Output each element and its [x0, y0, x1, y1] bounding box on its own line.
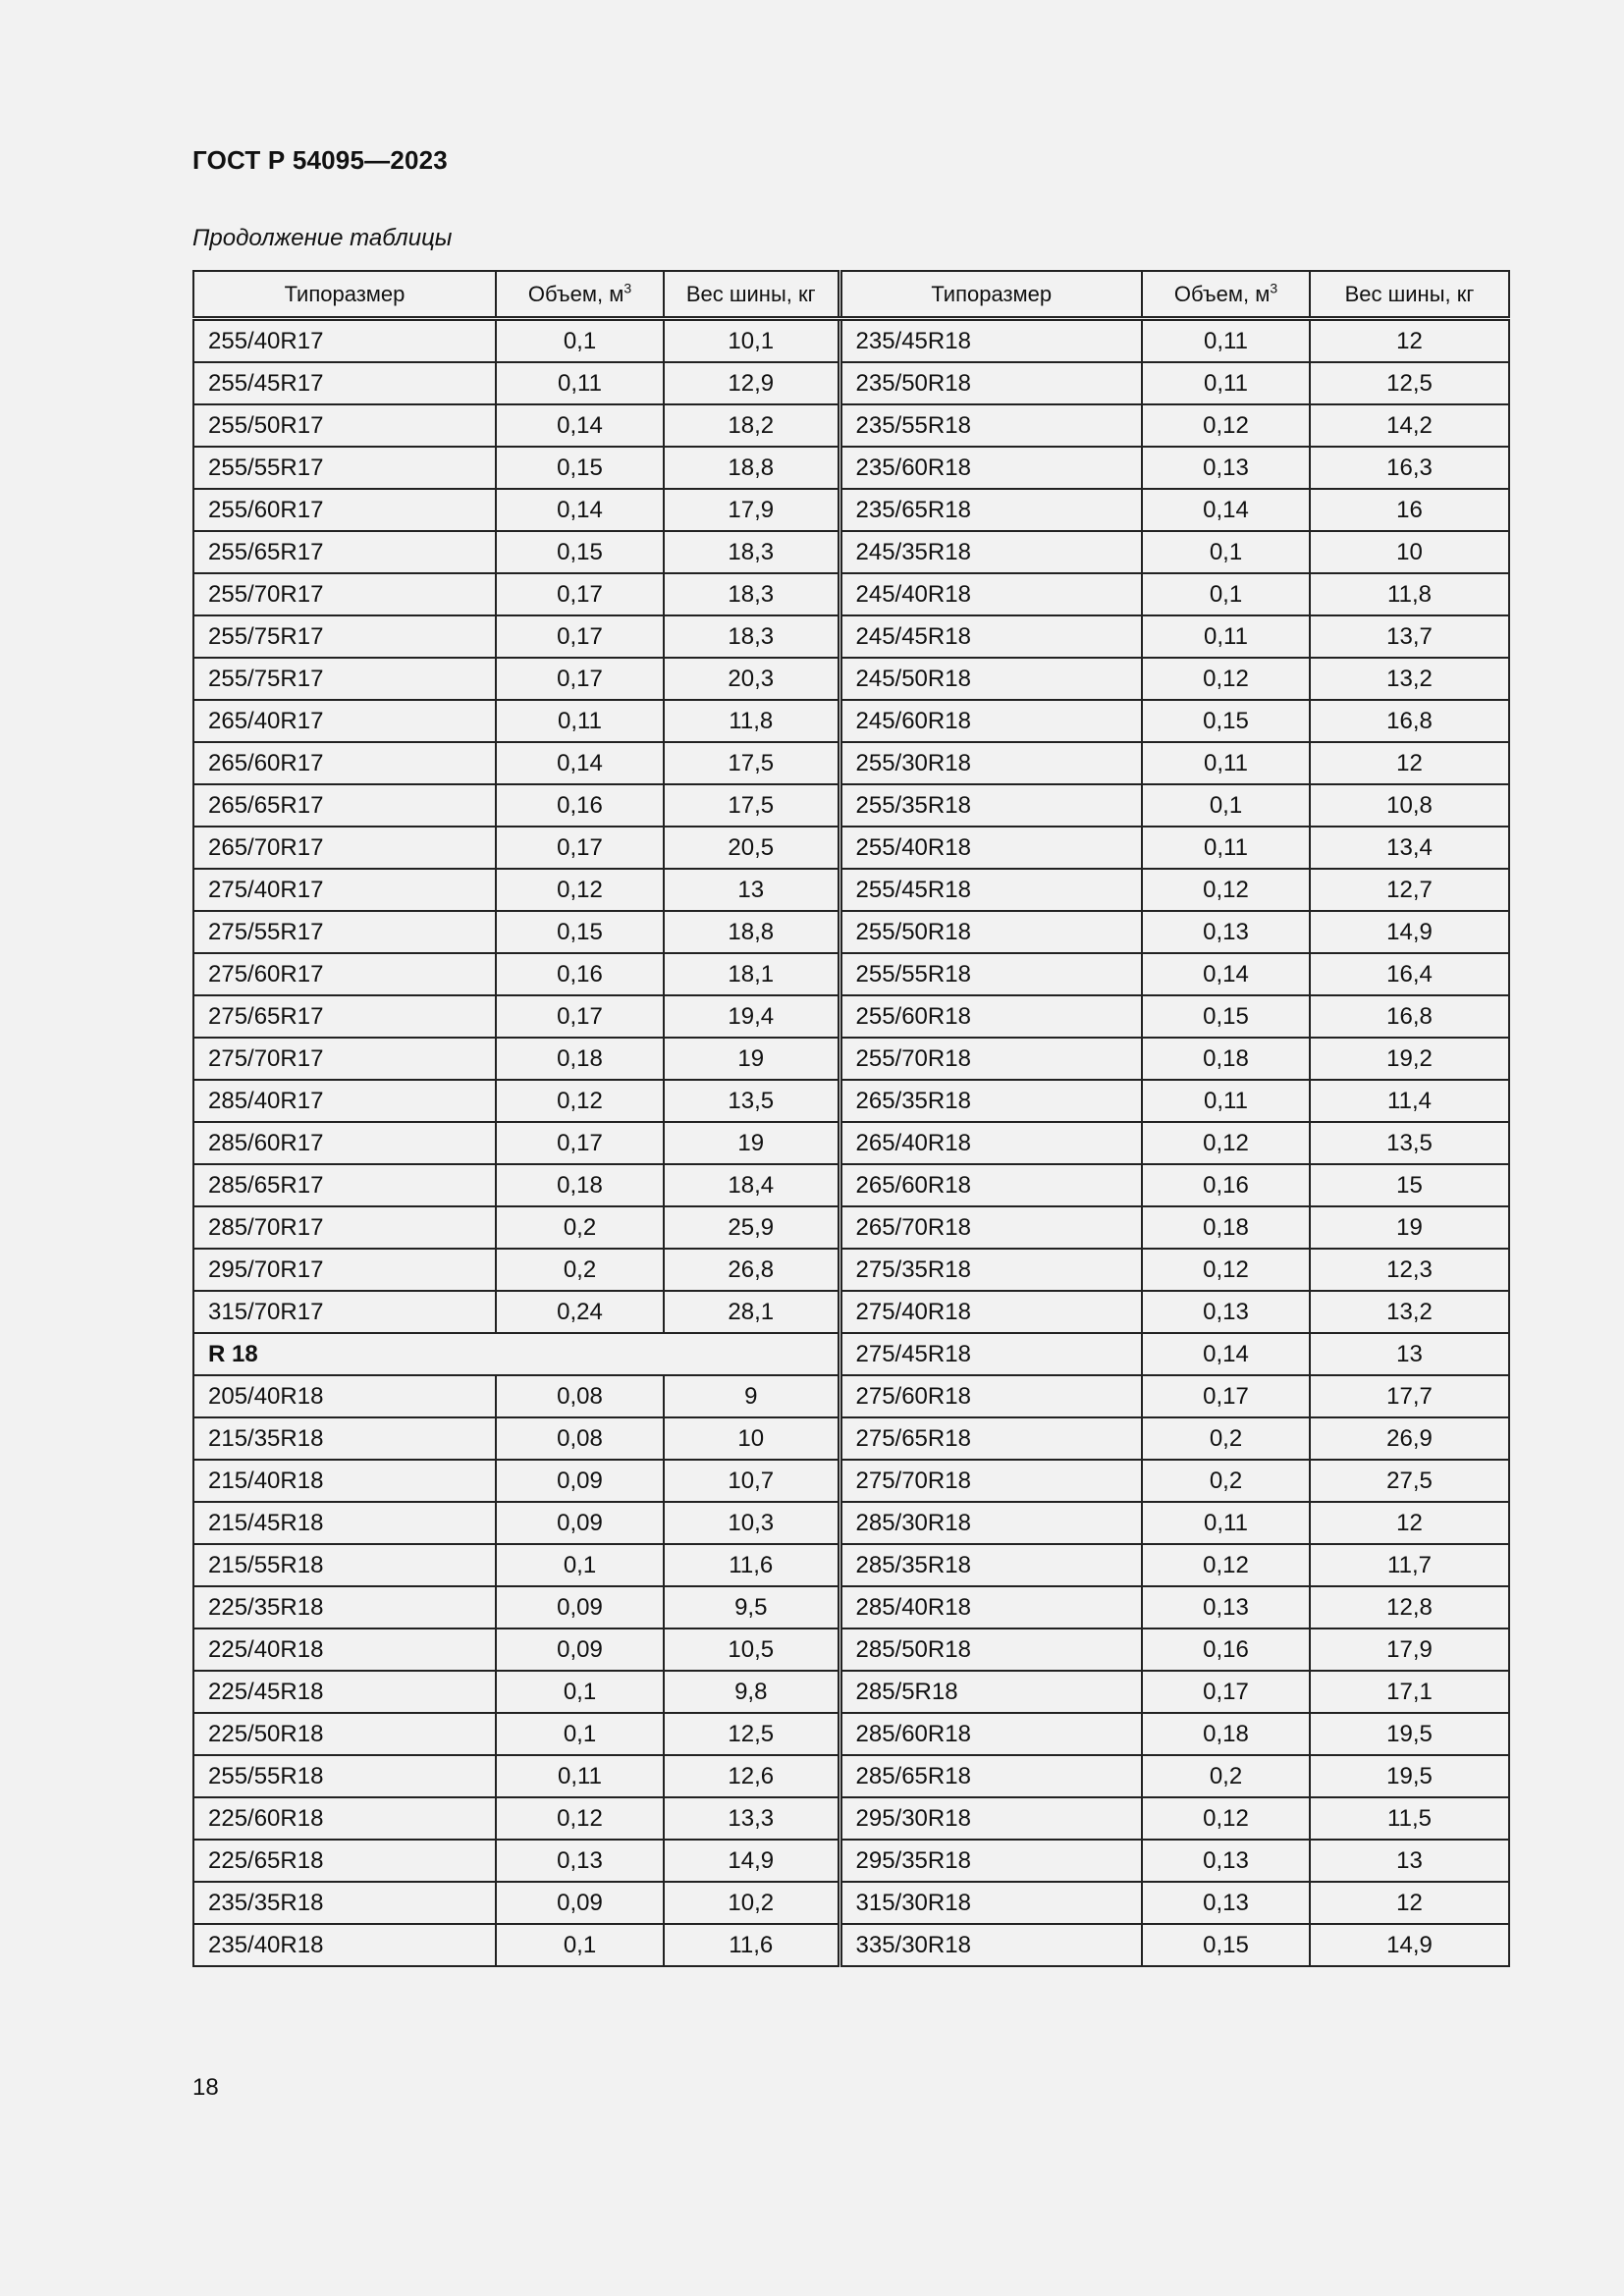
cell-volume: 0,11 — [1142, 615, 1310, 658]
cell-volume: 0,12 — [1142, 404, 1310, 447]
cell-size: 255/35R18 — [839, 784, 1142, 827]
cell-size: 265/40R18 — [839, 1122, 1142, 1164]
cell-weight: 12,6 — [664, 1755, 839, 1797]
cell-weight: 19,5 — [1310, 1713, 1509, 1755]
table-row — [193, 827, 1509, 869]
cell-volume: 0,15 — [1142, 700, 1310, 742]
cell-volume: 0,2 — [496, 1249, 664, 1291]
cell-volume: 0,12 — [496, 1080, 664, 1122]
cell-size: 245/45R18 — [839, 615, 1142, 658]
cell-weight: 10,5 — [664, 1629, 839, 1671]
cell-size: 275/70R18 — [839, 1460, 1142, 1502]
table-row — [193, 1924, 1509, 1966]
cell-volume: 0,16 — [1142, 1629, 1310, 1671]
cell-size: 275/55R17 — [193, 911, 496, 953]
cell-size: 255/45R17 — [193, 362, 496, 404]
cell-weight: 18,2 — [664, 404, 839, 447]
cell-volume: 0,17 — [496, 1122, 664, 1164]
table-row — [193, 319, 1509, 363]
table-row — [193, 573, 1509, 615]
cell-weight: 20,5 — [664, 827, 839, 869]
cell-volume: 0,09 — [496, 1460, 664, 1502]
table-row — [193, 1038, 1509, 1080]
cell-size: 255/40R18 — [839, 827, 1142, 869]
cell-weight: 12 — [1310, 1502, 1509, 1544]
cell-weight: 10,1 — [664, 319, 839, 363]
cell-volume: 0,13 — [1142, 447, 1310, 489]
table-row — [193, 953, 1509, 995]
table-row — [193, 1164, 1509, 1206]
cell-size: 285/35R18 — [839, 1544, 1142, 1586]
cell-volume: 0,16 — [1142, 1164, 1310, 1206]
cell-volume: 0,14 — [1142, 953, 1310, 995]
cell-size: 235/55R18 — [839, 404, 1142, 447]
cell-volume: 0,11 — [496, 700, 664, 742]
cell-weight: 18,8 — [664, 447, 839, 489]
cell-weight: 12 — [1310, 1882, 1509, 1924]
cell-volume: 0,16 — [496, 784, 664, 827]
page-number: 18 — [192, 2074, 219, 2101]
table-row — [193, 1882, 1509, 1924]
table-row — [193, 1629, 1509, 1671]
cell-size: 225/65R18 — [193, 1840, 496, 1882]
cell-weight: 12 — [1310, 319, 1509, 363]
cell-size: 285/30R18 — [839, 1502, 1142, 1544]
cell-volume: 0,1 — [496, 1924, 664, 1966]
cell-weight: 13 — [1310, 1333, 1509, 1375]
cell-volume: 0,08 — [496, 1417, 664, 1460]
table-row — [193, 1291, 1509, 1333]
cell-volume: 0,11 — [496, 362, 664, 404]
cell-weight: 25,9 — [664, 1206, 839, 1249]
cell-volume: 0,1 — [1142, 784, 1310, 827]
cell-size: 255/70R18 — [839, 1038, 1142, 1080]
cell-volume: 0,17 — [496, 827, 664, 869]
cell-volume: 0,13 — [1142, 1586, 1310, 1629]
cell-size: 255/60R18 — [839, 995, 1142, 1038]
cell-volume: 0,15 — [496, 531, 664, 573]
cell-size: 335/30R18 — [839, 1924, 1142, 1966]
cell-weight: 12,5 — [1310, 362, 1509, 404]
cell-size: 285/60R17 — [193, 1122, 496, 1164]
cell-weight: 11,6 — [664, 1924, 839, 1966]
cell-size: 295/35R18 — [839, 1840, 1142, 1882]
cell-volume: 0,17 — [1142, 1375, 1310, 1417]
cell-volume: 0,11 — [1142, 319, 1310, 363]
table-row — [193, 700, 1509, 742]
cell-size: 215/45R18 — [193, 1502, 496, 1544]
cell-size: 275/60R17 — [193, 953, 496, 995]
cell-size: 285/70R17 — [193, 1206, 496, 1249]
col-header-size-left: Типоразмер — [193, 271, 496, 319]
table-row — [193, 1375, 1509, 1417]
cell-weight: 10,3 — [664, 1502, 839, 1544]
table-row — [193, 1544, 1509, 1586]
cell-volume: 0,12 — [1142, 1249, 1310, 1291]
cell-volume: 0,14 — [1142, 489, 1310, 531]
cell-size: 275/40R17 — [193, 869, 496, 911]
table-row — [193, 1249, 1509, 1291]
cell-size: 245/50R18 — [839, 658, 1142, 700]
cell-size: 315/30R18 — [839, 1882, 1142, 1924]
cell-weight: 10,8 — [1310, 784, 1509, 827]
cell-weight: 18,1 — [664, 953, 839, 995]
cell-volume: 0,09 — [496, 1586, 664, 1629]
table-row — [193, 911, 1509, 953]
cell-volume: 0,1 — [496, 1671, 664, 1713]
cell-weight: 19 — [664, 1038, 839, 1080]
cell-size: 235/35R18 — [193, 1882, 496, 1924]
cell-volume: 0,13 — [496, 1840, 664, 1882]
cell-size: 275/40R18 — [839, 1291, 1142, 1333]
cell-volume: 0,1 — [1142, 573, 1310, 615]
table-row — [193, 447, 1509, 489]
cell-size: 245/60R18 — [839, 700, 1142, 742]
cell-volume: 0,14 — [496, 404, 664, 447]
cell-size: 255/65R17 — [193, 531, 496, 573]
cell-weight: 14,2 — [1310, 404, 1509, 447]
col-header-weight-left: Вес шины, кг — [664, 271, 839, 319]
cell-volume: 0,1 — [496, 1544, 664, 1586]
cell-size: 255/55R17 — [193, 447, 496, 489]
cell-volume: 0,12 — [1142, 1544, 1310, 1586]
table-row — [193, 615, 1509, 658]
cell-volume: 0,11 — [1142, 362, 1310, 404]
cell-volume: 0,15 — [1142, 995, 1310, 1038]
cell-size: 275/65R17 — [193, 995, 496, 1038]
cell-volume: 0,12 — [496, 1797, 664, 1840]
cell-volume: 0,09 — [496, 1629, 664, 1671]
cell-size: 285/65R17 — [193, 1164, 496, 1206]
cell-weight: 17,1 — [1310, 1671, 1509, 1713]
cell-weight: 16,3 — [1310, 447, 1509, 489]
cell-weight: 12,3 — [1310, 1249, 1509, 1291]
table-row — [193, 1333, 1509, 1375]
table-row — [193, 784, 1509, 827]
tire-table-container — [192, 270, 1508, 1967]
cell-weight: 12,9 — [664, 362, 839, 404]
cell-weight: 16,8 — [1310, 700, 1509, 742]
cell-weight: 11,7 — [1310, 1544, 1509, 1586]
cell-weight: 10 — [1310, 531, 1509, 573]
cell-volume: 0,11 — [1142, 1502, 1310, 1544]
table-header-row — [193, 271, 1509, 319]
cell-volume: 0,18 — [496, 1164, 664, 1206]
cell-volume: 0,13 — [1142, 1840, 1310, 1882]
table-row — [193, 1460, 1509, 1502]
cell-size: 235/65R18 — [839, 489, 1142, 531]
cell-size: 265/60R17 — [193, 742, 496, 784]
cell-size: 275/65R18 — [839, 1417, 1142, 1460]
cell-size: 285/60R18 — [839, 1713, 1142, 1755]
table-row — [193, 404, 1509, 447]
cell-weight: 10,2 — [664, 1882, 839, 1924]
table-row — [193, 1080, 1509, 1122]
cell-volume: 0,11 — [1142, 742, 1310, 784]
table-row — [193, 1417, 1509, 1460]
cell-weight: 18,3 — [664, 531, 839, 573]
table-row — [193, 1206, 1509, 1249]
cell-weight: 17,5 — [664, 784, 839, 827]
table-row — [193, 362, 1509, 404]
cell-volume: 0,12 — [1142, 658, 1310, 700]
table-row — [193, 995, 1509, 1038]
cell-weight: 16,8 — [1310, 995, 1509, 1038]
col-header-volume-right: Объем, $м^3$ — [1142, 271, 1310, 319]
cell-size: 285/65R18 — [839, 1755, 1142, 1797]
cell-volume: 0,15 — [1142, 1924, 1310, 1966]
table-row — [193, 869, 1509, 911]
table-row — [193, 1502, 1509, 1544]
table-row — [193, 1122, 1509, 1164]
cell-volume: 0,24 — [496, 1291, 664, 1333]
cell-volume: 0,12 — [1142, 1122, 1310, 1164]
cell-weight: 19 — [664, 1122, 839, 1164]
cell-size: 285/40R18 — [839, 1586, 1142, 1629]
cell-weight: 15 — [1310, 1164, 1509, 1206]
cell-volume: 0,17 — [496, 658, 664, 700]
cell-size: 295/70R17 — [193, 1249, 496, 1291]
cell-size: 255/75R17 — [193, 658, 496, 700]
cell-size: 275/60R18 — [839, 1375, 1142, 1417]
cell-volume: 0,14 — [496, 489, 664, 531]
tire-table — [192, 270, 1510, 1967]
cell-weight: 28,1 — [664, 1291, 839, 1333]
cell-weight: 14,9 — [1310, 1924, 1509, 1966]
cell-weight: 18,3 — [664, 573, 839, 615]
cell-size: 295/30R18 — [839, 1797, 1142, 1840]
document-header: ГОСТ Р 54095—2023 — [192, 145, 448, 175]
cell-size: 255/45R18 — [839, 869, 1142, 911]
cell-volume: 0,16 — [496, 953, 664, 995]
cell-size: 255/55R18 — [193, 1755, 496, 1797]
cell-size: 225/60R18 — [193, 1797, 496, 1840]
cell-size: 255/55R18 — [839, 953, 1142, 995]
cell-weight: 26,9 — [1310, 1417, 1509, 1460]
col-header-size-right: Типоразмер — [839, 271, 1142, 319]
table-row — [193, 1671, 1509, 1713]
cell-weight: 27,5 — [1310, 1460, 1509, 1502]
cell-weight: 19,4 — [664, 995, 839, 1038]
cell-weight: 11,5 — [1310, 1797, 1509, 1840]
cell-volume: 0,18 — [496, 1038, 664, 1080]
cell-size: 265/40R17 — [193, 700, 496, 742]
cell-volume: 0,17 — [1142, 1671, 1310, 1713]
cell-weight: 18,8 — [664, 911, 839, 953]
cell-size: 215/35R18 — [193, 1417, 496, 1460]
col-header-weight-right: Вес шины, кг — [1310, 271, 1509, 319]
cell-size: 215/55R18 — [193, 1544, 496, 1586]
cell-weight: 17,9 — [1310, 1629, 1509, 1671]
cell-weight: 10,7 — [664, 1460, 839, 1502]
cell-size: 225/40R18 — [193, 1629, 496, 1671]
section-heading-r18: R 18 — [193, 1333, 839, 1375]
cell-size: 205/40R18 — [193, 1375, 496, 1417]
col-header-volume-left: Объем, $м^3$ — [496, 271, 664, 319]
cell-size: 215/40R18 — [193, 1460, 496, 1502]
cell-volume: 0,18 — [1142, 1713, 1310, 1755]
cell-weight: 19 — [1310, 1206, 1509, 1249]
table-row — [193, 742, 1509, 784]
cell-volume: 0,17 — [496, 615, 664, 658]
cell-volume: 0,08 — [496, 1375, 664, 1417]
cell-size: 255/50R17 — [193, 404, 496, 447]
cell-weight: 13,3 — [664, 1797, 839, 1840]
cell-weight: 9 — [664, 1375, 839, 1417]
cell-size: 255/70R17 — [193, 573, 496, 615]
cell-volume: 0,12 — [1142, 1797, 1310, 1840]
cell-weight: 13,2 — [1310, 658, 1509, 700]
cell-volume: 0,18 — [1142, 1206, 1310, 1249]
cell-weight: 13,5 — [664, 1080, 839, 1122]
cell-size: 275/35R18 — [839, 1249, 1142, 1291]
cell-volume: 0,15 — [496, 911, 664, 953]
cell-weight: 12,5 — [664, 1713, 839, 1755]
cell-size: 255/30R18 — [839, 742, 1142, 784]
cell-weight: 16,4 — [1310, 953, 1509, 995]
cell-size: 225/35R18 — [193, 1586, 496, 1629]
table-row — [193, 658, 1509, 700]
table-row — [193, 1755, 1509, 1797]
table-row — [193, 1840, 1509, 1882]
cell-volume: 0,11 — [1142, 827, 1310, 869]
cell-size: 285/5R18 — [839, 1671, 1142, 1713]
cell-volume: 0,2 — [1142, 1755, 1310, 1797]
cell-size: 275/70R17 — [193, 1038, 496, 1080]
cell-weight: 20,3 — [664, 658, 839, 700]
cell-volume: 0,12 — [496, 869, 664, 911]
cell-weight: 13,7 — [1310, 615, 1509, 658]
cell-weight: 14,9 — [1310, 911, 1509, 953]
table-body — [193, 319, 1509, 1967]
cell-weight: 11,8 — [1310, 573, 1509, 615]
cell-weight: 17,5 — [664, 742, 839, 784]
cell-weight: 12,7 — [1310, 869, 1509, 911]
cell-size: 225/45R18 — [193, 1671, 496, 1713]
cell-size: 255/60R17 — [193, 489, 496, 531]
cell-weight: 11,8 — [664, 700, 839, 742]
cell-weight: 12,8 — [1310, 1586, 1509, 1629]
cell-volume: 0,1 — [496, 1713, 664, 1755]
cell-weight: 19,5 — [1310, 1755, 1509, 1797]
cell-weight: 18,4 — [664, 1164, 839, 1206]
cell-size: 235/40R18 — [193, 1924, 496, 1966]
cell-size: 285/50R18 — [839, 1629, 1142, 1671]
cell-weight: 26,8 — [664, 1249, 839, 1291]
cell-size: 255/75R17 — [193, 615, 496, 658]
cell-volume: 0,1 — [1142, 531, 1310, 573]
cell-weight: 17,7 — [1310, 1375, 1509, 1417]
cell-size: 265/60R18 — [839, 1164, 1142, 1206]
cell-volume: 0,2 — [496, 1206, 664, 1249]
cell-size: 265/35R18 — [839, 1080, 1142, 1122]
cell-weight: 13,2 — [1310, 1291, 1509, 1333]
cell-volume: 0,09 — [496, 1882, 664, 1924]
table-row — [193, 1586, 1509, 1629]
table-caption: Продолжение таблицы — [192, 225, 453, 251]
cell-weight: 11,4 — [1310, 1080, 1509, 1122]
cell-volume: 0,12 — [1142, 869, 1310, 911]
cell-size: 265/65R17 — [193, 784, 496, 827]
cell-weight: 16 — [1310, 489, 1509, 531]
table-row — [193, 1797, 1509, 1840]
cell-volume: 0,14 — [1142, 1333, 1310, 1375]
table-row — [193, 531, 1509, 573]
cell-volume: 0,13 — [1142, 1882, 1310, 1924]
cell-weight: 19,2 — [1310, 1038, 1509, 1080]
cell-weight: 9,5 — [664, 1586, 839, 1629]
cell-size: 255/40R17 — [193, 319, 496, 363]
cell-volume: 0,15 — [496, 447, 664, 489]
cell-weight: 17,9 — [664, 489, 839, 531]
cell-size: 235/50R18 — [839, 362, 1142, 404]
cell-volume: 0,2 — [1142, 1417, 1310, 1460]
cell-size: 255/50R18 — [839, 911, 1142, 953]
table-row — [193, 1713, 1509, 1755]
cell-volume: 0,14 — [496, 742, 664, 784]
cell-volume: 0,11 — [1142, 1080, 1310, 1122]
cell-size: 275/45R18 — [839, 1333, 1142, 1375]
cell-volume: 0,13 — [1142, 1291, 1310, 1333]
cell-size: 265/70R17 — [193, 827, 496, 869]
cell-weight: 14,9 — [664, 1840, 839, 1882]
cell-weight: 11,6 — [664, 1544, 839, 1586]
cell-weight: 12 — [1310, 742, 1509, 784]
cell-size: 285/40R17 — [193, 1080, 496, 1122]
cell-size: 245/35R18 — [839, 531, 1142, 573]
cell-volume: 0,2 — [1142, 1460, 1310, 1502]
cell-volume: 0,17 — [496, 995, 664, 1038]
cell-volume: 0,11 — [496, 1755, 664, 1797]
table-row — [193, 489, 1509, 531]
cell-size: 315/70R17 — [193, 1291, 496, 1333]
cell-volume: 0,13 — [1142, 911, 1310, 953]
cell-volume: 0,17 — [496, 573, 664, 615]
cell-size: 245/40R18 — [839, 573, 1142, 615]
cell-volume: 0,1 — [496, 319, 664, 363]
cell-weight: 18,3 — [664, 615, 839, 658]
cell-weight: 9,8 — [664, 1671, 839, 1713]
cell-size: 225/50R18 — [193, 1713, 496, 1755]
cell-size: 235/45R18 — [839, 319, 1142, 363]
cell-volume: 0,18 — [1142, 1038, 1310, 1080]
cell-volume: 0,09 — [496, 1502, 664, 1544]
cell-size: 235/60R18 — [839, 447, 1142, 489]
cell-size: 265/70R18 — [839, 1206, 1142, 1249]
cell-weight: 13,4 — [1310, 827, 1509, 869]
cell-weight: 13 — [1310, 1840, 1509, 1882]
cell-weight: 10 — [664, 1417, 839, 1460]
cell-weight: 13 — [664, 869, 839, 911]
cell-weight: 13,5 — [1310, 1122, 1509, 1164]
